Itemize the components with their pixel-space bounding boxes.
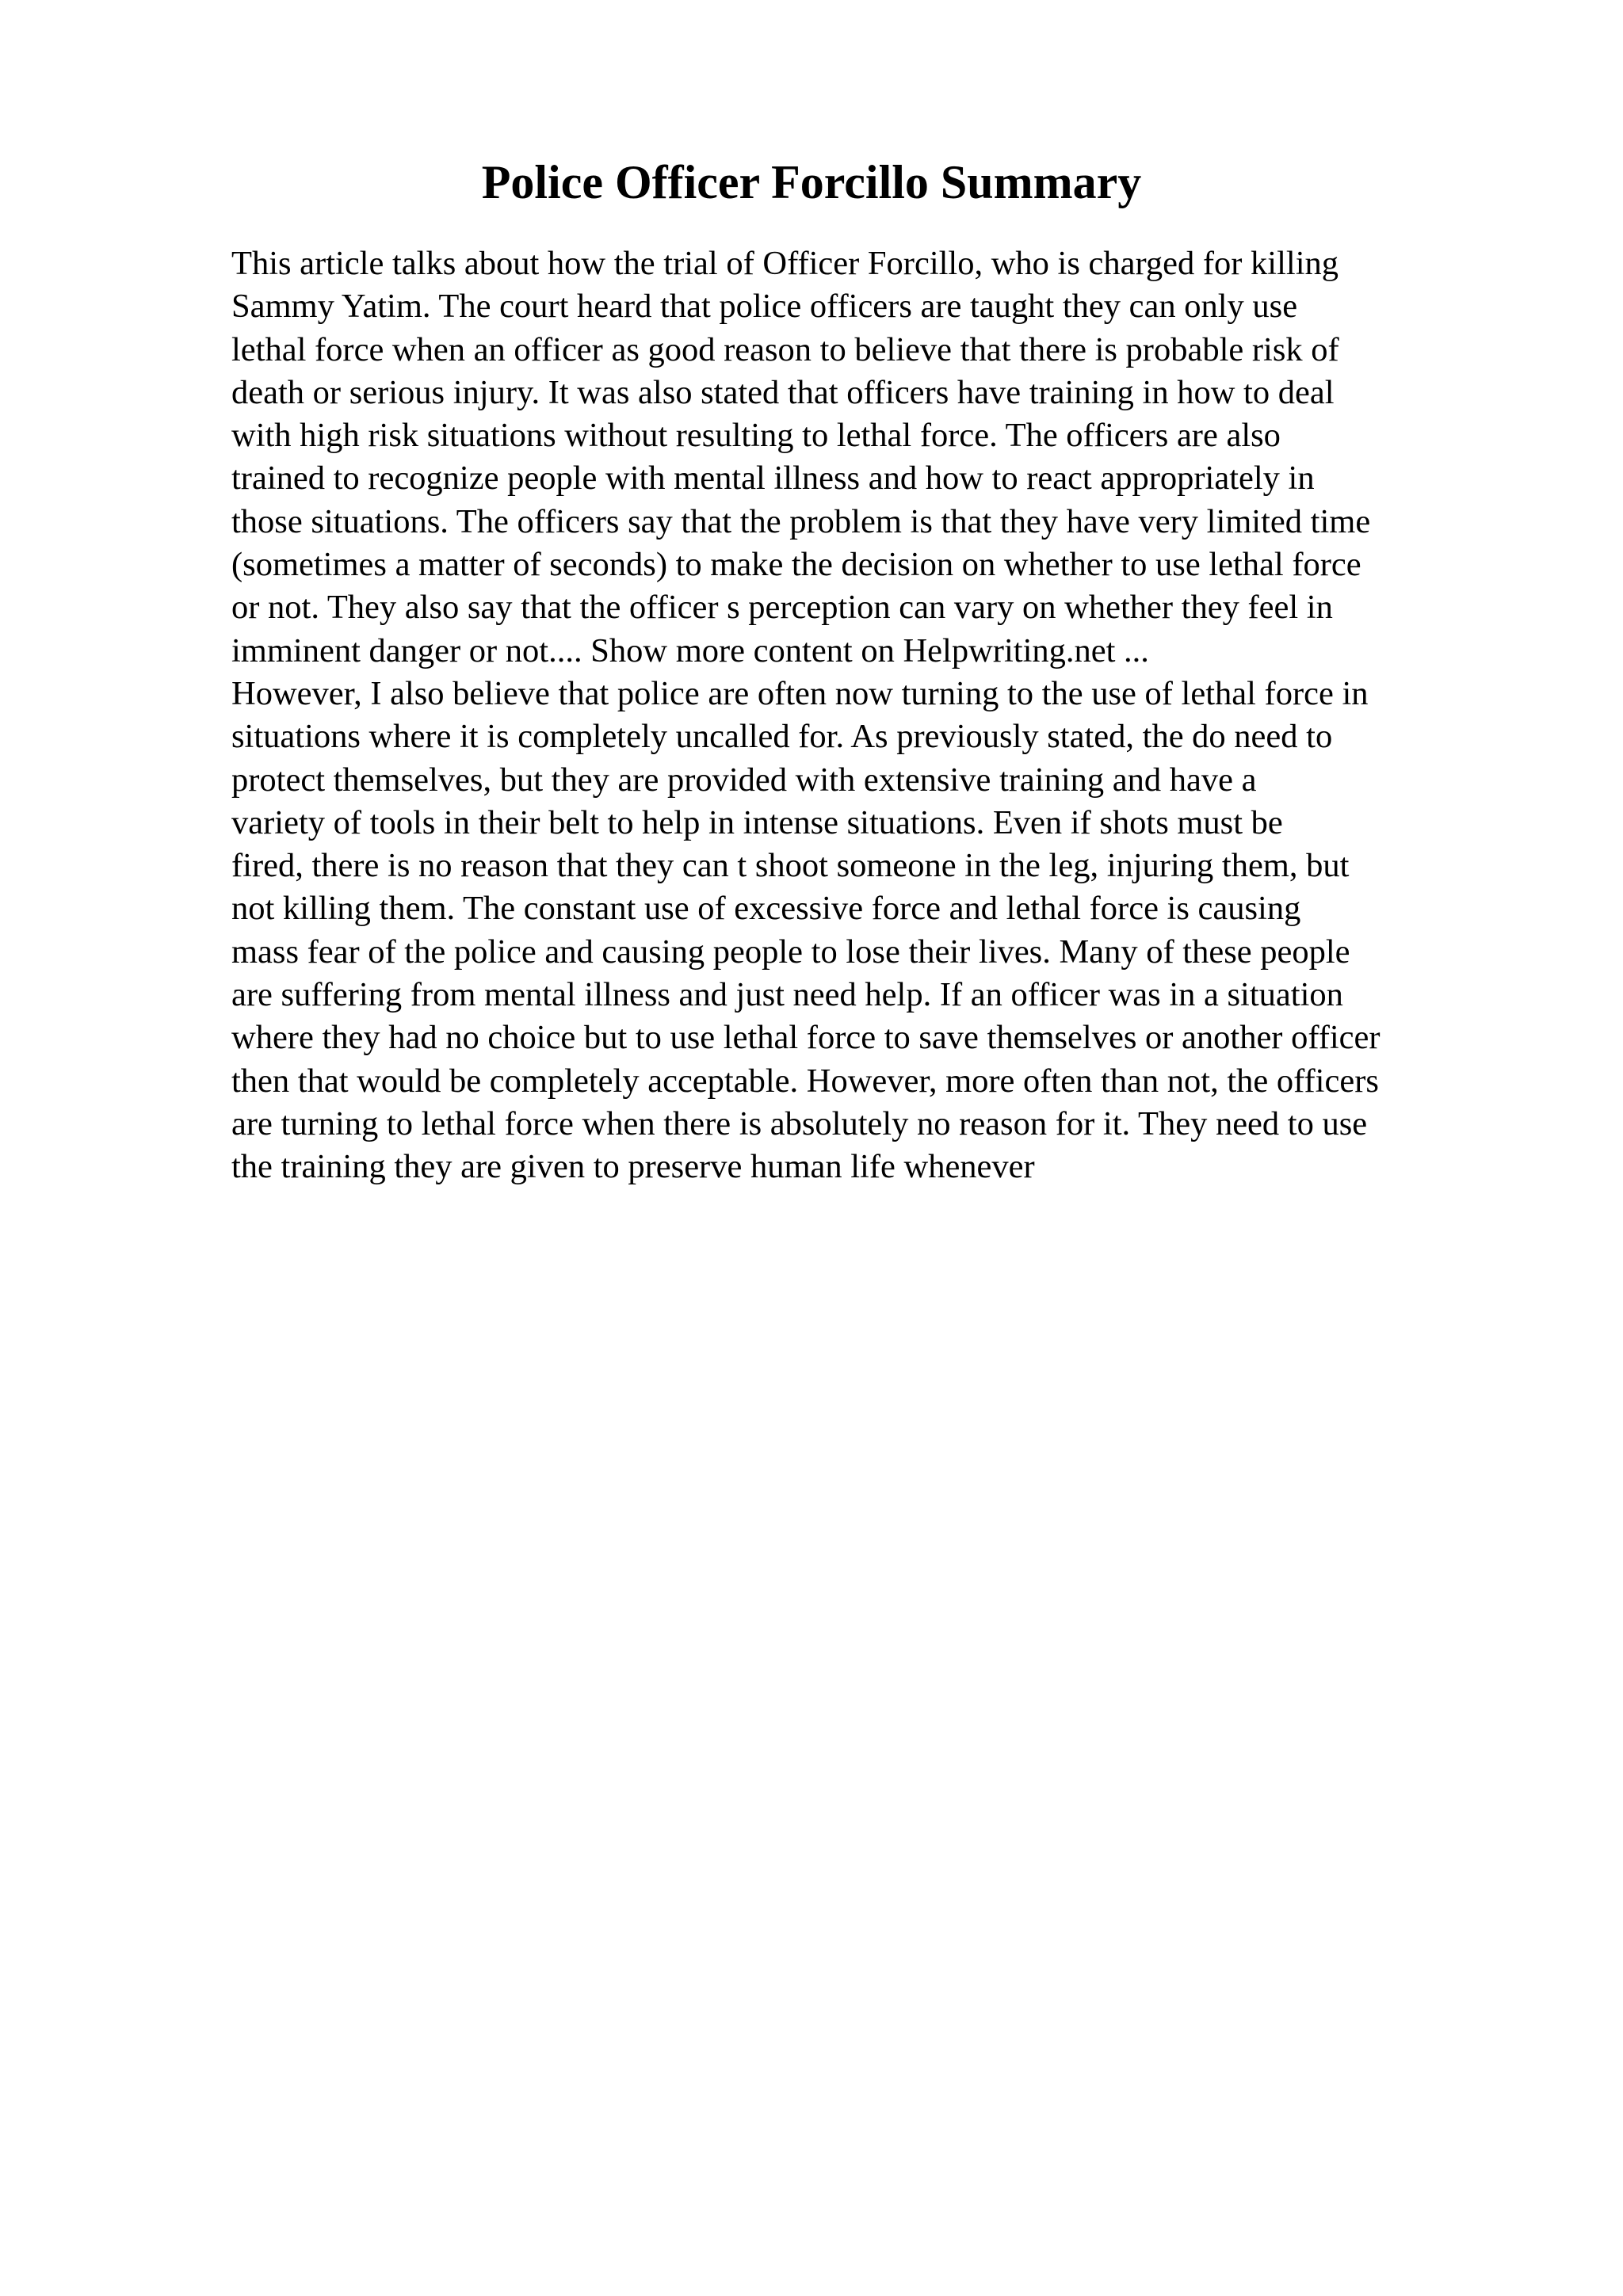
body-line: not killing them. The constant use of excessive force and lethal force is causing [231, 890, 1301, 928]
body-line: where they had no choice but to use lethal force to save themselves or another officer [231, 1019, 1381, 1057]
document-body [231, 242, 1515, 1189]
body-line: lethal force when an officer as good reason to believe that there is probable risk of [231, 330, 1339, 368]
body-line: However, I also believe that police are often now turning to the use of lethal force in [231, 674, 1369, 712]
body-line: This article talks about how the trial of Officer Forcillo, who is charged for killing [231, 245, 1339, 282]
body-line: fired, there is no reason that they can t shoot someone in the leg, injuring them, but [231, 847, 1350, 885]
body-line: death or serious injury. It was also stated that officers have training in how to deal [231, 373, 1335, 411]
body-line: the training they are given to preserve human life whenever [231, 1148, 1035, 1186]
body-line: those situations. The officers say that the problem is that they have very limited time [231, 502, 1371, 540]
body-line: Sammy Yatim. The court heard that police officers are taught they can only use [231, 288, 1298, 326]
body-line: variety of tools in their belt to help in intense situations. Even if shots must be [231, 803, 1283, 841]
body-line: situations where it is completely uncalled for. As previously stated, the do need to [231, 718, 1333, 756]
document-title: Police Officer Forcillo Summary [481, 156, 1142, 208]
body-line: imminent danger or not.... Show more content on Helpwriting.net ... [231, 631, 1149, 669]
body-line: (sometimes a matter of seconds) to make the decision on whether to use lethal force [231, 546, 1361, 584]
body-line: or not. They also say that the officer s perception can vary on whether they feel in [231, 589, 1333, 627]
body-line: are suffering from mental illness and just need help. If an officer was in a situation [231, 976, 1343, 1014]
body-line: trained to recognize people with mental illness and how to react appropriately in [231, 460, 1315, 498]
body-line: then that would be completely acceptable. However, more often than not, the officers [231, 1062, 1379, 1100]
body-line: are turning to lethal force when there is absolutely no reason for it. They need to use [231, 1104, 1368, 1142]
body-line: with high risk situations without resulting to lethal force. The officers are also [231, 417, 1281, 455]
body-line: protect themselves, but they are provided with extensive training and have a [231, 761, 1257, 799]
body-line: mass fear of the police and causing people to lose their lives. Many of these people [231, 933, 1350, 971]
